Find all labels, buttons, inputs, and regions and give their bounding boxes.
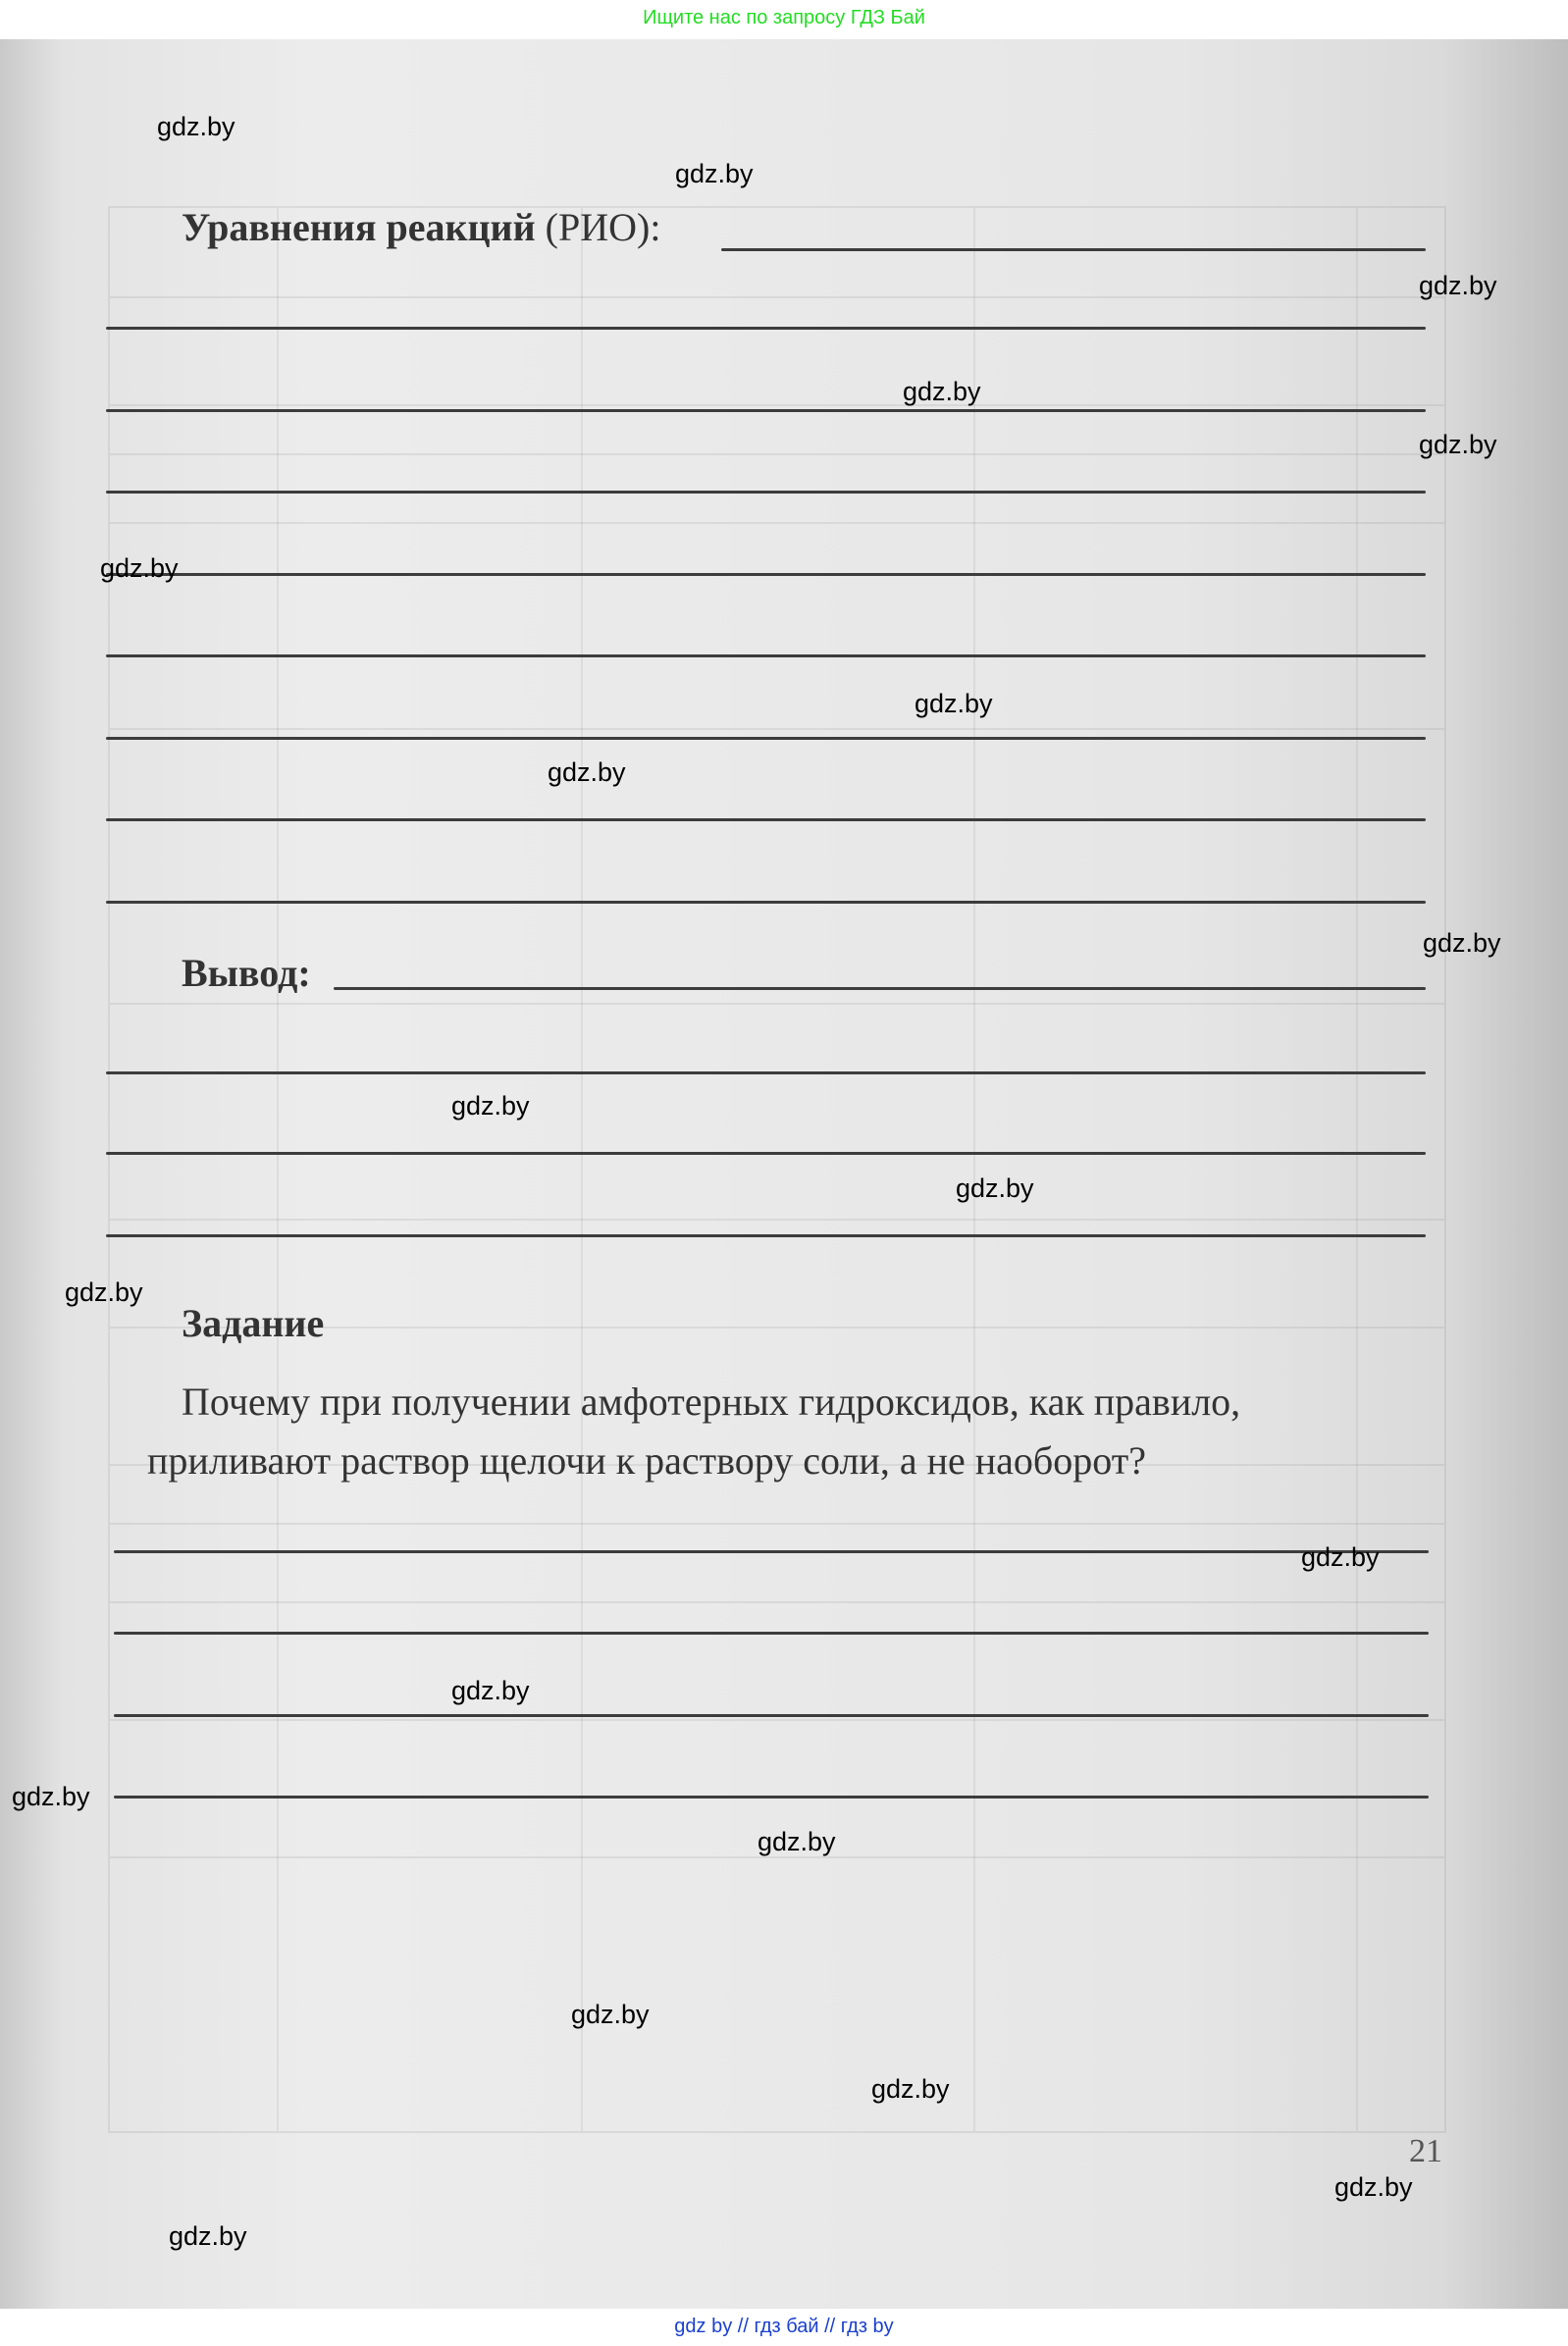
watermark: gdz.by bbox=[548, 757, 626, 787]
bottom-banner[interactable]: gdz by // гдз бай // гдз by bbox=[0, 2309, 1568, 2346]
task-answer-line-4[interactable] bbox=[114, 1796, 1429, 1799]
equations-answer-line-1[interactable] bbox=[106, 327, 1426, 330]
watermark: gdz.by bbox=[157, 112, 235, 141]
textbook-page bbox=[0, 39, 1568, 2309]
task-answer-line-1[interactable] bbox=[114, 1550, 1429, 1553]
task-answer-line-2[interactable] bbox=[114, 1632, 1429, 1635]
watermark: gdz.by bbox=[871, 2074, 950, 2104]
watermark: gdz.by bbox=[903, 377, 981, 406]
watermark: gdz.by bbox=[758, 1827, 836, 1856]
watermark: gdz.by bbox=[1301, 1542, 1380, 1572]
conclusion-answer-line-0[interactable] bbox=[334, 987, 1426, 990]
equations-answer-line-3[interactable] bbox=[106, 491, 1426, 494]
equations-answer-line-4[interactable] bbox=[106, 573, 1426, 576]
watermark: gdz.by bbox=[65, 1277, 143, 1307]
equations-suffix: (РИО): bbox=[545, 205, 661, 249]
watermark: gdz.by bbox=[571, 2000, 650, 2029]
conclusion-answer-line-1[interactable] bbox=[106, 1071, 1426, 1074]
watermark: gdz.by bbox=[451, 1676, 530, 1705]
task-text-line-2: приливают раствор щелочи к раствору соли, а не наоборот? bbox=[147, 1438, 1146, 1483]
watermark: gdz.by bbox=[1419, 430, 1497, 459]
watermark: gdz.by bbox=[675, 159, 754, 188]
task-answer-line-3[interactable] bbox=[114, 1714, 1429, 1717]
watermark: gdz.by bbox=[100, 553, 179, 583]
equations-answer-line-2[interactable] bbox=[106, 409, 1426, 412]
watermark: gdz.by bbox=[1423, 928, 1501, 958]
conclusion-answer-line-3[interactable] bbox=[106, 1234, 1426, 1237]
task-heading: Задание bbox=[182, 1301, 325, 1345]
watermark: gdz.by bbox=[451, 1091, 530, 1121]
watermark: gdz.by bbox=[1334, 2172, 1413, 2202]
top-banner[interactable]: Ищите нас по запросу ГДЗ Бай bbox=[0, 0, 1568, 39]
equations-answer-line-7[interactable] bbox=[106, 818, 1426, 821]
watermark: gdz.by bbox=[169, 2221, 247, 2251]
watermark: gdz.by bbox=[956, 1173, 1034, 1203]
task-text-line-1: Почему при получении амфотерных гидроксидов, как правило, bbox=[182, 1380, 1241, 1424]
watermark: gdz.by bbox=[12, 1782, 90, 1811]
watermark: gdz.by bbox=[1419, 271, 1497, 300]
conclusion-heading: Вывод: bbox=[182, 951, 311, 995]
equations-answer-line-6[interactable] bbox=[106, 737, 1426, 740]
watermark: gdz.by bbox=[915, 689, 993, 718]
equations-heading bbox=[182, 204, 660, 250]
equations-label: Уравнения реакций bbox=[182, 205, 536, 249]
equations-answer-line-0[interactable] bbox=[721, 248, 1426, 251]
equations-answer-line-5[interactable] bbox=[106, 654, 1426, 657]
conclusion-answer-line-2[interactable] bbox=[106, 1152, 1426, 1155]
page-number: 21 bbox=[1409, 2133, 1442, 2169]
equations-answer-line-8[interactable] bbox=[106, 901, 1426, 904]
